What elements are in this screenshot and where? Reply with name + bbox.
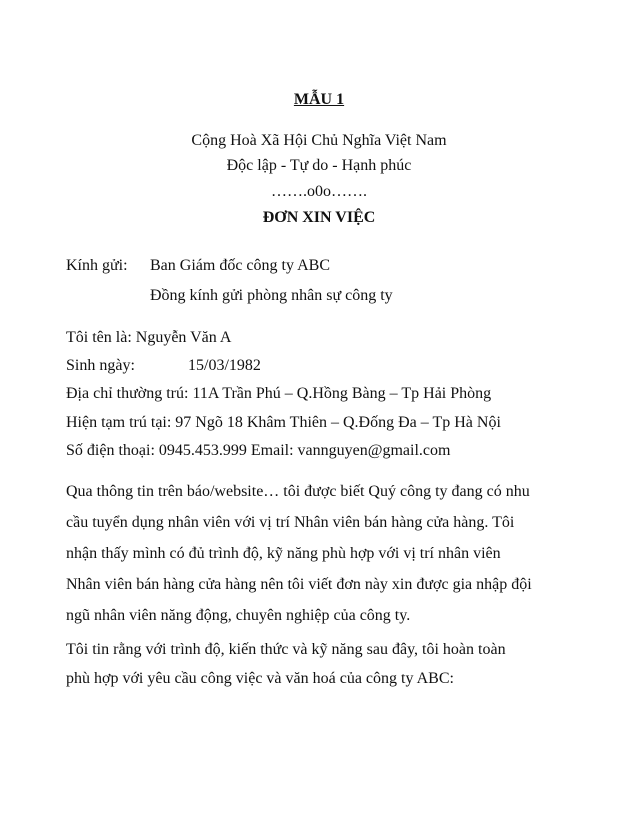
recipient-label: Kính gửi: <box>66 257 128 274</box>
temporary-address: Hiện tạm trú tại: 97 Ngõ 18 Khâm Thiên – Q.Đống Đa – Tp Hà Nội <box>66 414 501 431</box>
dob-label: Sinh ngày: <box>66 357 135 374</box>
paragraph-1-line: cầu tuyển dụng nhân viên với vị trí Nhân viên bán hàng cửa hàng. Tôi <box>66 514 515 531</box>
document-title: ĐƠN XIN VIỆC <box>262 209 376 226</box>
national-motto: Độc lập - Tự do - Hạnh phúc <box>226 157 412 174</box>
country-name: Cộng Hoà Xã Hội Chủ Nghĩa Việt Nam <box>191 132 447 149</box>
paragraph-1-line: nhận thấy mình có đủ trình độ, kỹ năng phù hợp với vị trí nhân viên <box>66 545 501 562</box>
paragraph-1-line: Nhân viên bán hàng cửa hàng nên tôi viết đơn này xin được gia nhập đội <box>66 576 532 593</box>
dob-value: 15/03/1982 <box>188 357 261 374</box>
permanent-address: Địa chỉ thường trú: 11A Trần Phú – Q.Hồng Bàng – Tp Hải Phòng <box>66 385 492 402</box>
contact-info: Số điện thoại: 0945.453.999 Email: vannguyen@gmail.com <box>66 442 451 459</box>
paragraph-2-line: Tôi tin rằng với trình độ, kiến thức và kỹ năng sau đây, tôi hoàn toàn <box>66 641 506 658</box>
form-label: MẪU 1 <box>293 91 345 108</box>
paragraph-1-line: Qua thông tin trên báo/website… tôi được biết Quý công ty đang có nhu <box>66 483 530 500</box>
header-separator: …….o0o……. <box>271 183 367 200</box>
paragraph-2-line: phù hợp với yêu cầu công việc và văn hoá của công ty ABC: <box>66 670 454 687</box>
recipient-secondary: Đồng kính gửi phòng nhân sự công ty <box>150 287 393 304</box>
paragraph-1-line: ngũ nhân viên năng động, chuyên nghiệp của công ty. <box>66 607 411 624</box>
recipient-primary: Ban Giám đốc công ty ABC <box>150 257 330 274</box>
applicant-name: Tôi tên là: Nguyễn Văn A <box>66 329 232 346</box>
